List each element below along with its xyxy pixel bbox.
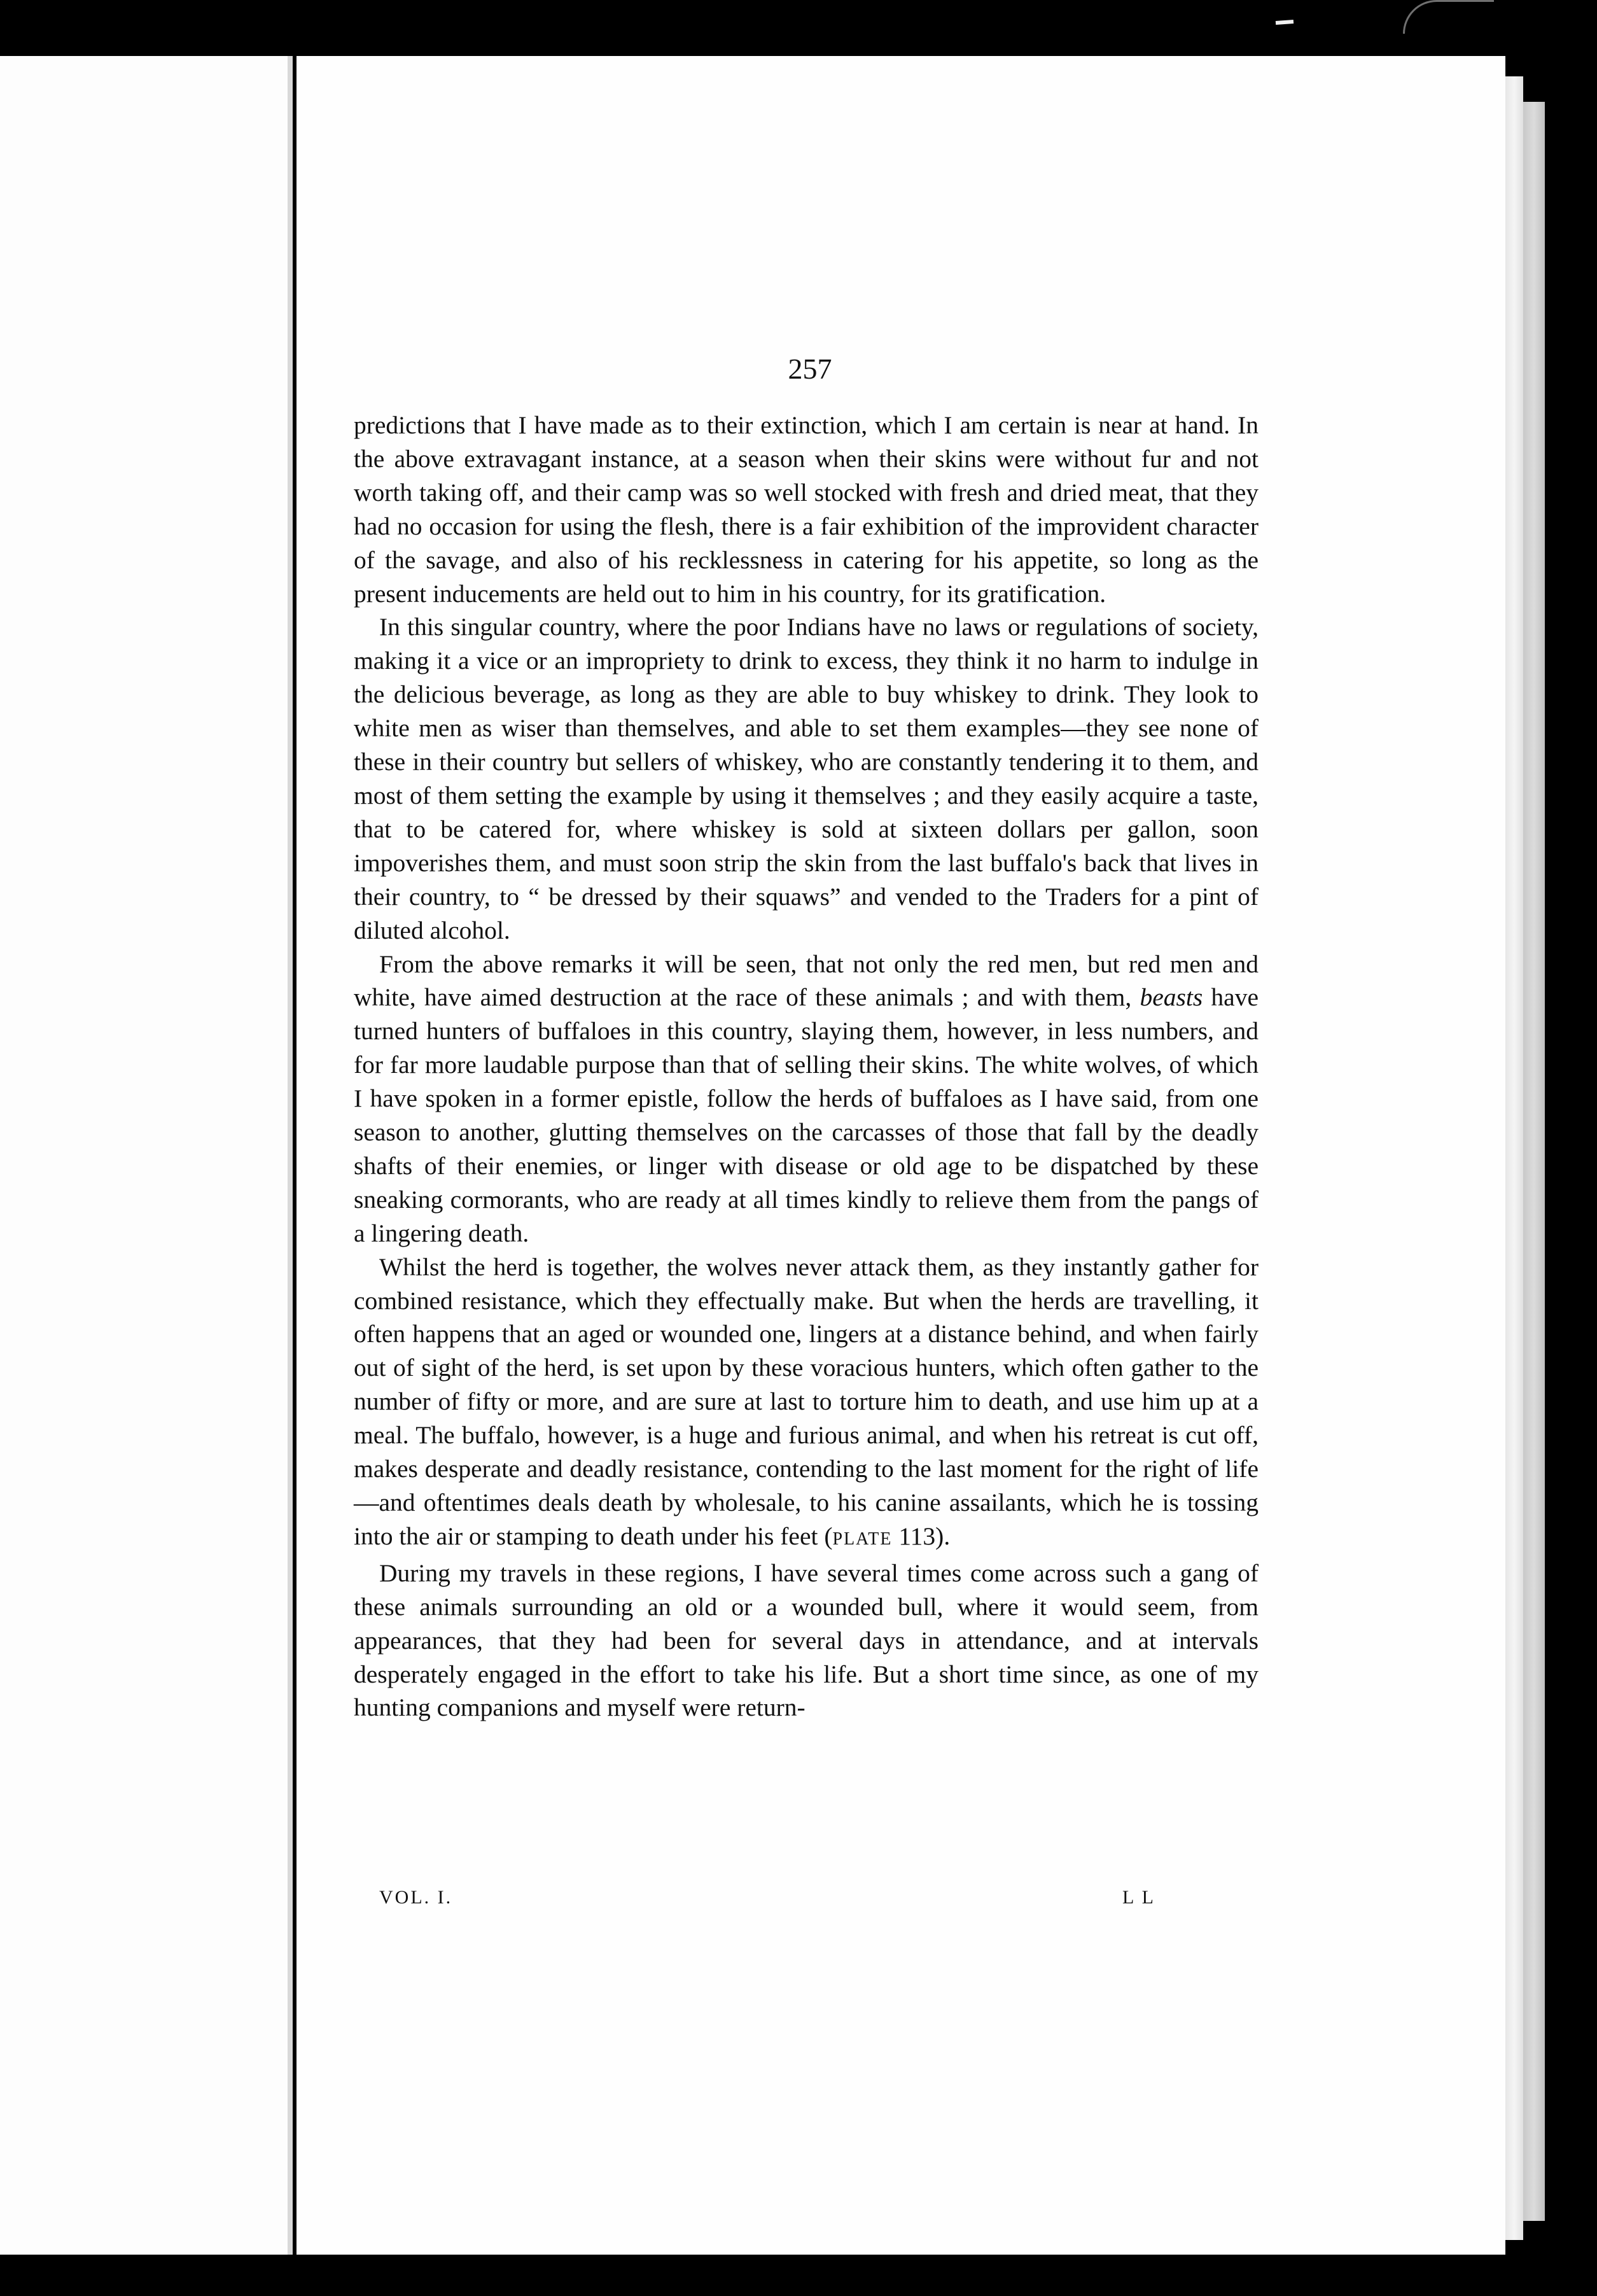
text-run: Whilst the herd is together, the wolves never attack them, as they instantly gather for combined resistance, which they effectually make. But when the herds are travelling, it often happens that an aged or wounded one, lingers at a distance behind, and when fairly out of sight of the herd, is set upon by these voracious hunters, which often gather to the number of fifty or more, and are sure at last to torture him to death, and use him up at a meal. The buffalo, however, is a huge and furious animal, and when his retreat is cut off, makes desperate and deadly resistance, contending to the last moment for the right of life—and oftentimes deals death by wholesale, to his canine assailants, which he is tossing into the air or stamping to death under his feet ( (354, 1252, 1259, 1550)
paragraph (354, 1250, 1259, 1557)
gutter-shadow (288, 56, 293, 2255)
page-footer (379, 1887, 1155, 1919)
page-stack-edge-outer (1523, 102, 1545, 2221)
text-run: During my travels in these regions, I have several times come across such a gang of these animals surrounding an old or a wounded bull, where it would seem, from appearances, that they had been for several days in attendance, and at intervals desperately engaged in the effort to take his life. But a short time since, as one of my hunting companions and myself were return- (354, 1558, 1259, 1722)
italic-text: beasts (1140, 983, 1203, 1012)
text-run: have turned hunters of buffaloes in this country, slaying them, however, in less numbers, and for far more laudable purpose than that of selling their skins. The white wolves, of which I have spoken in a former epistle, follow the herds of buffaloes as I have said, from one season to another, glutting themselves on the carcasses of those that fall by the deadly shafts of their enemies, or linger with disease or old age to be dispatched by these sneaking cormorants, who are ready at all times kindly to relieve them from the pangs of a lingering death. (354, 983, 1259, 1247)
scan-artifact-mark (1276, 20, 1294, 25)
body-text (354, 409, 1259, 1725)
volume-marker: VOL. I. (379, 1887, 453, 1908)
paragraph (354, 948, 1259, 1250)
text-run: From the above remarks it will be seen, that not only the red men, but red men and white, have aimed destruction at the race of these animals ; and with them, (354, 949, 1259, 1012)
page-number: 257 (788, 353, 832, 385)
page-stack-edge (1505, 76, 1523, 2240)
signature-mark: L L (1122, 1887, 1155, 1908)
facing-page-edge (0, 56, 288, 2255)
paragraph (354, 610, 1259, 947)
text-run: 113). (892, 1522, 951, 1550)
paragraph (354, 1557, 1259, 1725)
plate-reference: PLATE (832, 1529, 893, 1549)
scan-artifact-curve (1403, 0, 1494, 34)
paragraph (354, 409, 1259, 610)
text-run: predictions that I have made as to their extinction, which I am certain is near at hand. In the above extravagant instance, at a season when their skins were without fur and not worth taking off, and their camp was so well stocked with fresh and dried meat, that they had no occasion for using the flesh, there is a fair exhibition of the improvident character of the savage, and also of his recklessness in catering for his appetite, so long as the present inducements are held out to him in his country, for its gratification. (354, 411, 1259, 608)
text-run: In this singular country, where the poor Indians have no laws or regulations of society, making it a vice or an impropriety to drink to excess, they think it no harm to indulge in the delicious beverage, as long as they are able to buy whiskey to drink. They look to white men as wiser than themselves, and able to set them examples—they see none of these in their country but sellers of whiskey, who are constantly tendering it to them, and most of them setting the example by using it themselves ; and they easily acquire a taste, that to be catered for, where whiskey is sold at sixteen dollars per gallon, soon impoverishes them, and must soon strip the skin from the last buffalo's back that lives in their country, to “ be dressed by their squaws” and vended to the Traders for a pint of diluted alcohol. (354, 613, 1259, 944)
